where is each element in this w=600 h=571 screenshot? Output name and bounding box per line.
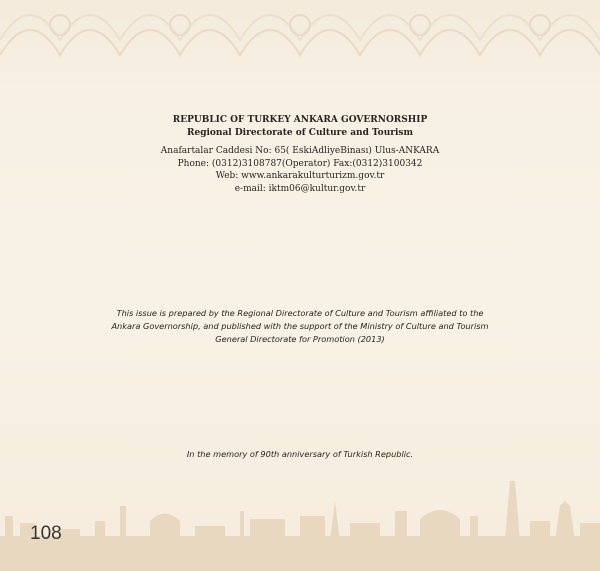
page-number: 108 [30, 523, 62, 544]
credit-line: This issue is prepared by the Regional Directorate of Culture and Tourism affiliated to the [116, 308, 484, 318]
email: e-mail: iktm06@kultur.gov.tr [234, 183, 366, 194]
governorship-title: REPUBLIC OF TURKEY ANKARA GOVERNORSHIP [172, 115, 428, 125]
publication-credit [0, 307, 600, 346]
phone-fax: Phone: (0312)3108787(Operator) Fax:(0312)3100342 [177, 158, 423, 169]
contact-address-block [0, 114, 600, 195]
ornamental-header-pattern [0, 0, 600, 80]
credit-line: General Directorate for Promotion (2013) [215, 334, 385, 344]
credit-line: Ankara Governorship, and published with the support of the Ministry of Culture and Tourism [111, 321, 489, 331]
street-address: Anafartalar Caddesi No: 65( EskiAdliyeBinası) Ulus-ANKARA [160, 146, 440, 156]
memorial-dedication: In the memory of 90th anniversary of Turkish Republic. [186, 449, 414, 459]
website: Web: www.ankarakulturturizm.gov.tr [215, 171, 385, 181]
ankara-skyline-silhouette [0, 461, 600, 571]
directorate-title: Regional Directorate of Culture and Tourism [187, 128, 413, 138]
